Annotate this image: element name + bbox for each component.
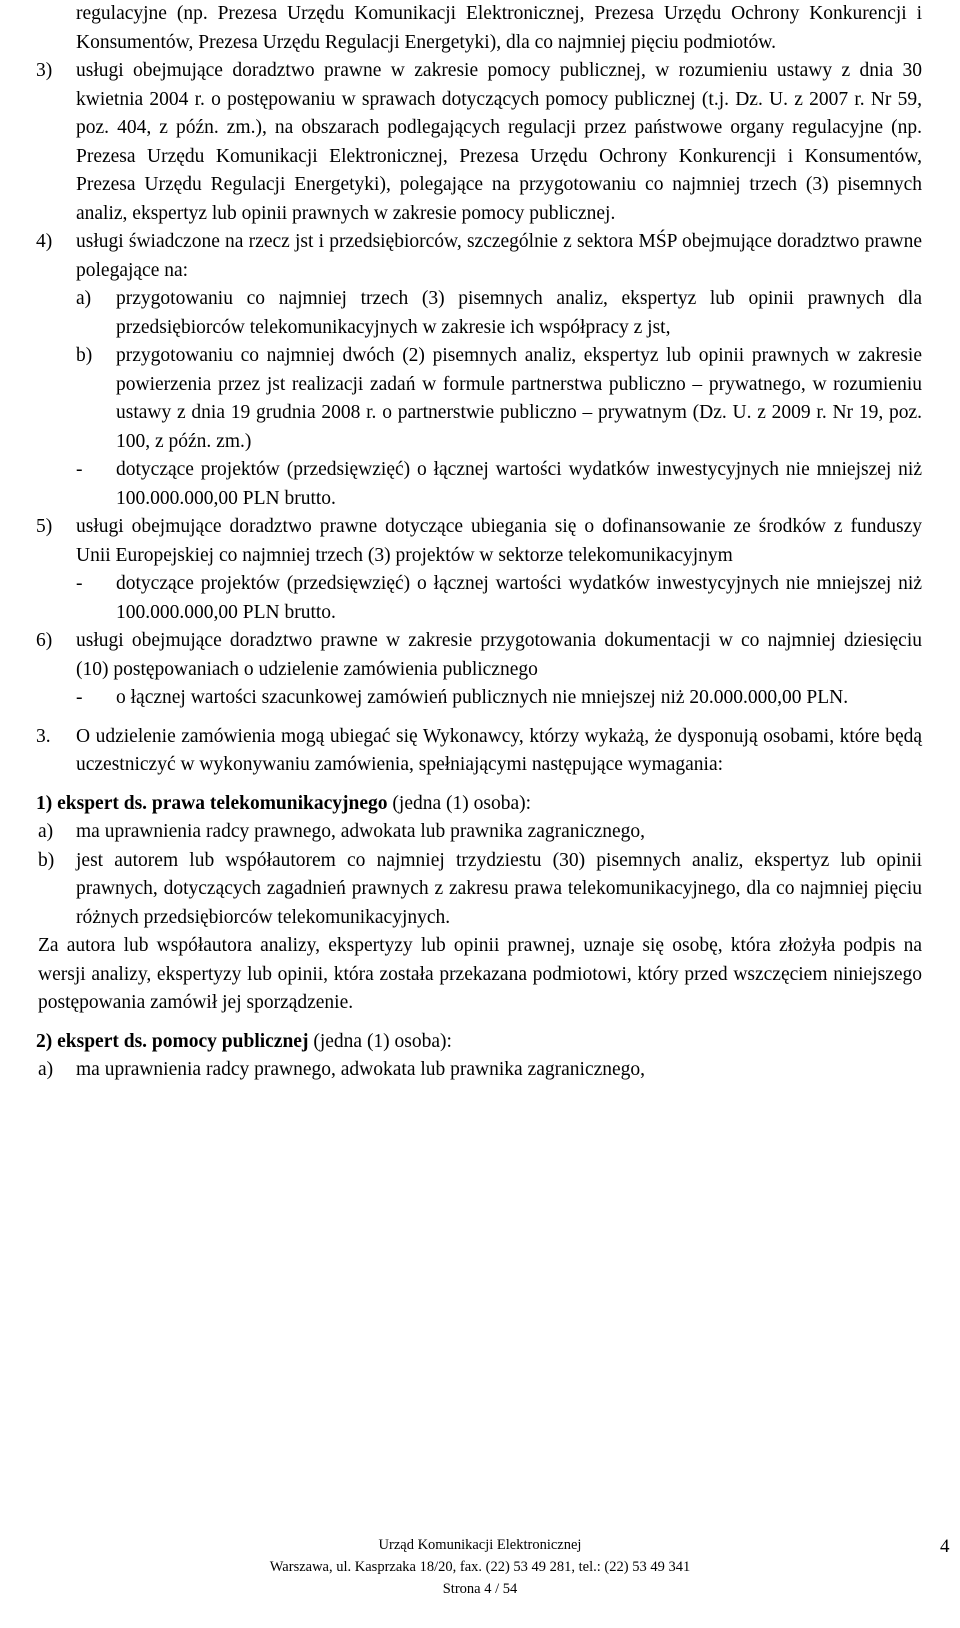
expert-1-item-b <box>38 847 922 933</box>
sub-item-4a <box>76 285 922 342</box>
dash-text: o łącznej wartości szacunkowej zamówień publicznych nie mniejszej niż 20.000.000,00 PLN. <box>116 687 849 708</box>
sub-item-4b <box>76 342 922 456</box>
dash-item-6 <box>76 684 922 713</box>
sub-item-label: a) <box>38 1059 54 1080</box>
expert-1-item-a <box>38 818 922 847</box>
sub-item-label: a) <box>38 821 54 842</box>
expert-1-note: Za autora lub współautora analizy, ekspertyzy lub opinii prawnej, uznaje się osobę, która złożyła podpis na wersji analizy, ekspertyzy lub opinii, która została przekazana podmiotowi, który przed wszczęciem niniejszego postępowania zamówił jej sporządzenie. <box>38 935 922 1013</box>
expert-2-item-a <box>38 1056 922 1085</box>
list-item-5 <box>36 513 922 570</box>
item-number: 3) <box>36 60 53 81</box>
expert-2-heading <box>36 1028 922 1057</box>
item-text: usługi obejmujące doradztwo prawne w zakresie przygotowania dokumentacji w co najmniej dziesięciu (10) postępowaniach o udzielenie zamówienia publicznego <box>76 630 922 680</box>
sub-item-label: b) <box>76 345 93 366</box>
list-item-4 <box>36 228 922 285</box>
expert-count: (jedna (1) osoba): <box>313 1030 452 1052</box>
expert-count: (jedna (1) osoba): <box>392 792 532 814</box>
footer-address: Warszawa, ul. Kasprzaka 18/20, fax. (22) 53 49 281, tel.: (22) 53 49 341 <box>269 1559 691 1575</box>
item-text: usługi świadczone na rzecz jst i przedsiębiorców, szczególnie z sektora MŚP obejmujące doradztwo prawne polegające na: <box>76 231 922 281</box>
page-number: 4 <box>940 1536 950 1557</box>
sub-item-text: ma uprawnienia radcy prawnego, adwokata lub prawnika zagranicznego, <box>76 821 646 842</box>
item-text: usługi obejmujące doradztwo prawne dotyczące ubiegania się o dofinansowanie ze środków z funduszy Unii Europejskiej co najmniej trzech (3) projektów w sektorze telekomunikacyjnym <box>76 516 922 566</box>
section-3 <box>36 723 922 780</box>
item-number: 5) <box>36 516 53 537</box>
section-text: O udzielenie zamówienia mogą ubiegać się Wykonawcy, którzy wykażą, że dysponują osobami, które będą uczestniczyć w wykonywaniu zamówienia, spełniającymi następujące wymagania: <box>76 725 922 775</box>
dash-text: dotyczące projektów (przedsięwzięć) o łącznej wartości wydatków inwestycyjnych nie mniejszej niż 100.000.000,00 PLN brutto. <box>116 459 922 509</box>
list-item-3 <box>36 57 922 228</box>
continued-paragraph: regulacyjne (np. Prezesa Urzędu Komunikacji Elektronicznej, Prezesa Urzędu Ochrony Konkurencji i Konsumentów, Prezesa Urzędu Regulacji Energetyki), dla co najmniej pięciu podmiotów. <box>76 3 922 53</box>
dash-label: - <box>76 573 83 594</box>
footer-page-label: Strona 4 / 54 <box>442 1581 518 1597</box>
item-text: usługi obejmujące doradztwo prawne w zakresie pomocy publicznej, w rozumieniu ustawy z dnia 30 kwietnia 2004 r. o postępowaniu w sprawach dotyczących pomocy publicznej (t.j. Dz. U. z 2007 r. Nr 59, poz. 404, z późn. zm.), na obszarach podlegających regulacji przez państwowe organy regulacyjne (np. Prezesa Urzędu Komunikacji Elektronicznej, Prezesa Urzędu Ochrony Konkurencji i Konsumentów, Prezesa Urzędu Regulacji Energetyki), polegające na przygotowaniu co najmniej trzech (3) pisemnych analiz, ekspertyz lub opinii prawnych w zakresie pomocy publicznej. <box>76 60 922 224</box>
page-footer <box>0 1534 960 1600</box>
list-item-6 <box>36 627 922 684</box>
sub-item-text: przygotowaniu co najmniej dwóch (2) pisemnych analiz, ekspertyz lub opinii prawnych w zakresie powierzenia przez jst realizacji zadań w formule partnerstwa publiczno – prywatnego, w rozumieniu ustawy z dnia 19 grudnia 2008 r. o partnerstwie publiczno – prywatnym (Dz. U. z 2009 r. Nr 19, poz. 100, z późn. zm.) <box>116 345 922 452</box>
item-number: 4) <box>36 231 53 252</box>
footer-organization: Urząd Komunikacji Elektronicznej <box>378 1537 582 1553</box>
sub-item-text: jest autorem lub współautorem co najmniej trzydziestu (30) pisemnych analiz, ekspertyz lub opinii prawnych, dotyczących zagadnień prawnych z zakresu prawa telekomunikacyjnego, dla co najmniej pięciu różnych przedsiębiorców telekomunikacyjnych. <box>76 849 922 928</box>
dash-text: dotyczące projektów (przedsięwzięć) o łącznej wartości wydatków inwestycyjnych nie mniejszej niż 100.000.000,00 PLN brutto. <box>116 573 922 623</box>
item-number: 6) <box>36 630 53 651</box>
expert-title: 1) ekspert ds. prawa telekomunikacyjnego <box>36 792 388 814</box>
dash-item-5 <box>76 570 922 627</box>
dash-label: - <box>76 687 83 708</box>
expert-title: 2) ekspert ds. pomocy publicznej <box>36 1030 309 1052</box>
dash-item-4 <box>76 456 922 513</box>
sub-item-text: przygotowaniu co najmniej trzech (3) pisemnych analiz, ekspertyz lub opinii prawnych dla przedsiębiorców telekomunikacyjnych w zakresie ich współpracy z jst, <box>116 288 922 338</box>
dash-label: - <box>76 459 83 480</box>
section-number: 3. <box>36 725 51 747</box>
sub-item-text: ma uprawnienia radcy prawnego, adwokata lub prawnika zagranicznego, <box>76 1059 646 1080</box>
expert-1-heading <box>36 790 922 819</box>
sub-item-label: a) <box>76 288 92 309</box>
sub-item-label: b) <box>38 849 55 871</box>
